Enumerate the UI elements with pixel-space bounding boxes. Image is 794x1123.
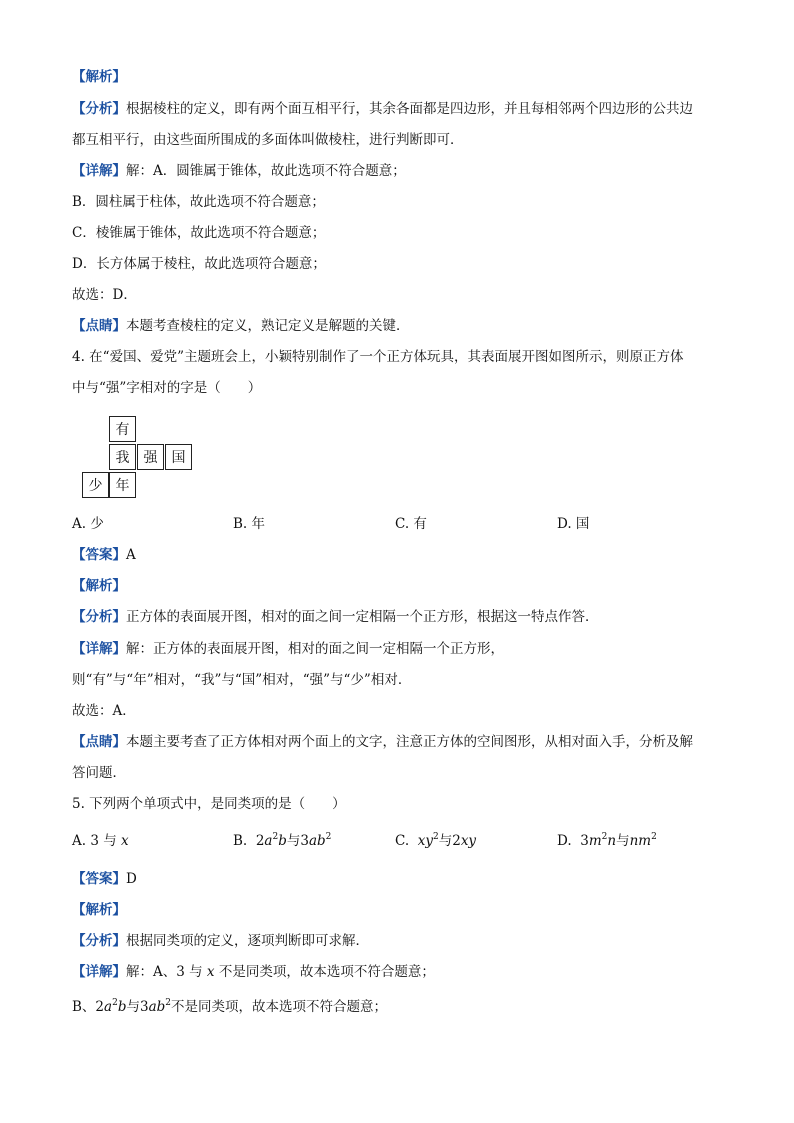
q5-option-b-label: B.: [233, 833, 248, 849]
q5-option-a-label: A. 3 与: [72, 833, 122, 849]
q5-option-c-label: C.: [395, 833, 410, 849]
choose-line: 故选：D．: [72, 287, 137, 303]
q5-option-c-yu: 与: [438, 833, 453, 849]
analysis-tag: 【分析】: [72, 101, 126, 117]
q5-option-d: [557, 832, 657, 850]
q4-comment-cont: 答问题．: [72, 765, 126, 781]
q5-detail-b-rest: 不是同类项，故本选项不符合题意；: [171, 999, 387, 1015]
analysis-paragraph: [72, 100, 732, 118]
detail-line-c: C．棱锥属于锥体，故此选项不符合题意；: [72, 225, 326, 241]
q5-analysis: [72, 932, 732, 950]
net-cell-mid-1: 我: [109, 444, 136, 470]
q4-analysis-text: 正方体的表面展开图，相对的面之间一定相隔一个正方形，根据这一特点作答．: [126, 609, 599, 625]
q5-option-a-var: x: [121, 833, 129, 849]
question-4-stem-cont: 中与“强”字相对的字是（ ）: [72, 380, 262, 396]
q5-option-c-expr2: 2xy: [452, 833, 477, 849]
comment-paragraph: [72, 317, 732, 335]
q5-option-d-yu: 与: [616, 833, 630, 849]
section-heading-jiexi: 【解析】: [72, 69, 126, 85]
q4-analysis: [72, 608, 732, 626]
q5-option-b-expr2: $3ab^2$: [300, 831, 332, 849]
analysis-text: 根据棱柱的定义，即有两个面互相平行，其余各面都是四边形，并且每相邻两个四边形的公共边: [126, 101, 693, 117]
detail-text: 解：A．圆锥属于锥体，故此选项不符合题意；: [126, 163, 406, 179]
question-4-stem: 4. 在“爱国、爱党”主题班会上，小颖特别制作了一个正方体玩具，其表面展开图如图所示，则原正方体: [72, 349, 684, 365]
q4-detail-cont: 则“有”与“年”相对，“我”与“国”相对，“强”与“少”相对．: [72, 672, 412, 688]
q4-detail-tag: 【详解】: [72, 641, 126, 657]
q5-option-b-expr: $2a^2b$: [255, 831, 287, 849]
q5-detail-tag: 【详解】: [72, 964, 126, 980]
net-cell-mid-3: 国: [165, 444, 192, 470]
q5-detail-b-yu: 与: [126, 999, 140, 1015]
q5-analysis-tag: 【分析】: [72, 933, 126, 949]
q5-option-c: [395, 832, 476, 850]
q5-option-d-expr: $3m^2n$: [580, 831, 617, 849]
q4-detail-text: 解：正方体的表面展开图，相对的面之间一定相隔一个正方形，: [126, 641, 504, 657]
q5-detail-a-rest: 不是同类项，故本选项不符合题意；: [214, 964, 435, 980]
q4-option-b: B. 年: [233, 516, 266, 532]
q4-comment-text: 本题主要考查了正方体相对两个面上的文字，注意正方体的空间图形，从相对面入手，分析及解: [126, 734, 693, 750]
q5-detail-b: [72, 998, 732, 1016]
detail-line-b: B．圆柱属于柱体，故此选项不符合题意；: [72, 194, 325, 210]
q5-jiexi-heading: 【解析】: [72, 902, 126, 918]
q5-option-b-yu: 与: [286, 833, 301, 849]
q5-answer: [72, 870, 732, 888]
detail-line-d: D．长方体属于棱柱，故此选项符合题意；: [72, 256, 326, 272]
q4-answer: [72, 546, 732, 564]
q4-analysis-tag: 【分析】: [72, 609, 126, 625]
q5-detail-a-var: x: [206, 964, 215, 980]
comment-text: 本题考查棱柱的定义，熟记定义是解题的关键．: [126, 318, 410, 334]
q5-option-b: [233, 832, 331, 850]
q5-option-a: [72, 832, 129, 850]
q4-option-c: C. 有: [395, 516, 427, 532]
q5-answer-value: D: [126, 871, 137, 887]
q4-answer-tag: 【答案】: [72, 547, 126, 563]
q5-option-d-label: D.: [557, 833, 572, 849]
q5-detail: [72, 963, 732, 981]
detail-tag: 【详解】: [72, 163, 126, 179]
question-5-stem: 5. 下列两个单项式中，是同类项的是（ ）: [72, 796, 346, 812]
q5-detail-b-expr2: $3ab^2$: [139, 997, 171, 1015]
q4-option-d: D. 国: [557, 516, 590, 532]
net-cell-bot-1: 少: [82, 472, 109, 498]
detail-paragraph: [72, 162, 732, 180]
net-cell-mid-2: 强: [137, 444, 164, 470]
q4-option-a: A. 少: [72, 516, 104, 532]
q5-answer-tag: 【答案】: [72, 871, 126, 887]
q5-analysis-text: 根据同类项的定义，逐项判断即可求解．: [126, 933, 369, 949]
q5-detail-b-expr: $2a^2b$: [95, 997, 127, 1015]
q4-comment-tag: 【点睛】: [72, 734, 126, 750]
q5-option-d-expr2: $nm^2$: [629, 831, 657, 849]
q5-detail-a: 解：A、3 与: [126, 964, 207, 980]
net-cell-top: 有: [109, 416, 136, 442]
net-cell-bot-2: 年: [109, 472, 136, 498]
analysis-text-cont: 都互相平行，由这些面所围成的多面体叫做棱柱，进行判断即可．: [72, 132, 464, 148]
q4-answer-value: A: [126, 547, 136, 563]
cube-net-figure: [82, 416, 194, 500]
q4-comment: [72, 733, 732, 751]
q5-option-c-expr: $xy^2$: [417, 831, 439, 849]
comment-tag: 【点睛】: [72, 318, 126, 334]
q4-jiexi-heading: 【解析】: [72, 578, 126, 594]
q4-choose: 故选：A．: [72, 703, 136, 719]
q5-detail-b-pre: B、: [72, 999, 96, 1015]
q4-detail: [72, 640, 732, 658]
